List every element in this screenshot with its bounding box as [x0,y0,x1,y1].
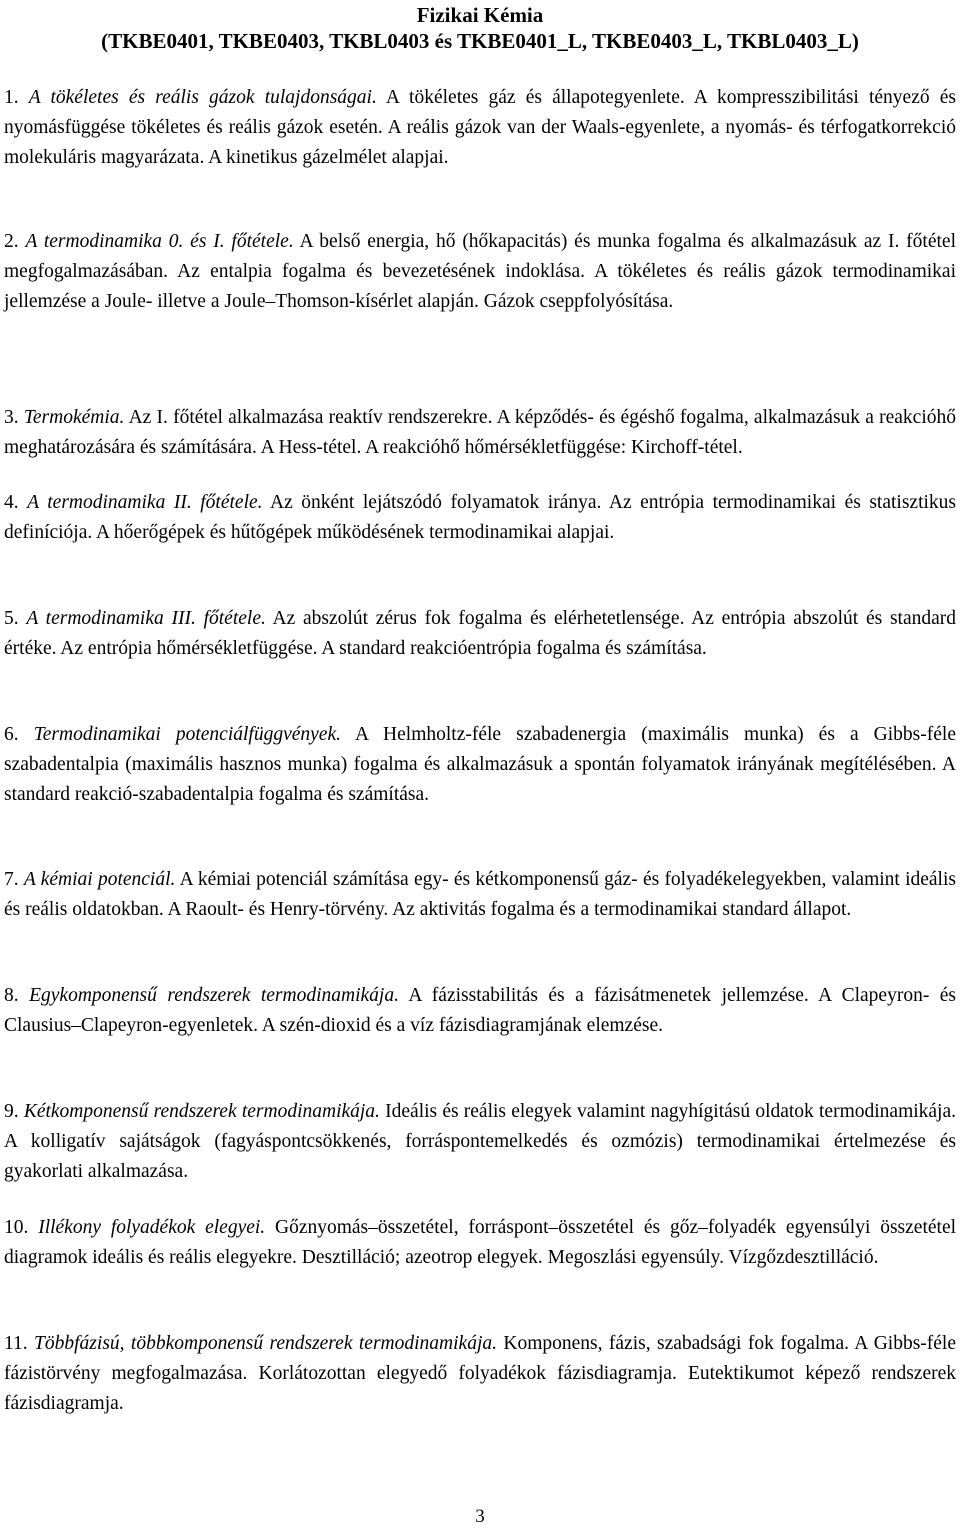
topic-title: A tökéletes és reális gázok tulajdonságai. [28,87,377,108]
topic-number: 1. [4,87,19,108]
topic-body: A kémiai potenciál számítása egy- és kétkomponensű gáz- és folyadékelegyekben, valamint ideális és reális oldatokban. A Raoult- és Henry-törvény. Az aktivitás fogalma és a termodinamikai standard állapot. [4,869,956,920]
topic-item-10 [4,1213,956,1273]
topic-number: 6. [4,724,19,745]
page-number: 3 [475,1506,485,1527]
document-header [4,0,956,54]
topic-title: A kémiai potenciál. [23,869,176,890]
topic-number: 8. [4,985,19,1006]
topic-body: A belső energia, hő (hőkapacitás) és munka fogalma és alkalmazásuk az I. főtétel megfogalmazásában. Az entalpia fogalma és bevezetésének indoklása. A tökéletes és reális gázok termodinamikai jellemzése a Joule- illetve a Joule–Thomson-kísérlet alapján. Gázok cseppfolyósítása. [4,231,956,312]
topic-item-11 [4,1329,956,1419]
topic-item-4 [4,488,956,548]
topic-body: A Helmholtz-féle szabadenergia (maximális munka) és a Gibbs-féle szabadentalpia (maximális hasznos munka) fogalma és alkalmazásuk a spontán folyamatok irányának megítélésében. A standard reakció-szabadentalpia fogalma és számítása. [4,724,956,805]
topic-body: Az I. főtétel alkalmazása reaktív rendszerekre. A képződés- és égéshő fogalma, alkalmazásuk a reakcióhő meghatározására és számítására. A Hess-tétel. A reakcióhő hőmérsékletfüggése: Kirchoff-tétel. [4,407,956,458]
topic-number: 5. [4,608,19,629]
topic-number: 2. [4,231,19,252]
topic-item-6 [4,720,956,810]
topic-body: Az abszolút zérus fok fogalma és elérhetetlensége. Az entrópia abszolút és standard értéke. Az entrópia hőmérsékletfüggése. A standard reakcióentrópia fogalma és számítása. [4,608,956,659]
topic-title: Kétkomponensű rendszerek termodinamikája. [23,1101,380,1122]
topic-number: 11. [4,1333,28,1354]
topic-title: Egykomponensű rendszerek termodinamikája. [29,985,399,1006]
topic-number: 3. [4,407,19,428]
course-title: Fizikai Kémia [416,3,544,27]
topic-body: Ideális és reális elegyek valamint nagyhígitású oldatok termodinamikája. A kolligatív sajátságok (fagyáspontcsökkenés, forráspontemelkedés és ozmózis) termodinamikai értelmezése és gyakorlati alkalmazása. [4,1101,957,1182]
course-codes: (TKBE0401, TKBE0403, TKBL0403 és TKBE0401_L, TKBE0403_L, TKBL0403_L) [101,29,859,53]
topic-item-8 [4,981,956,1041]
topic-title: Termodinamikai potenciálfüggvények. [33,724,341,745]
topic-title: Termokémia. [23,407,125,428]
topic-number: 4. [4,492,19,513]
topic-title: Többfázisú, többkomponensű rendszerek termodinamikája. [34,1333,497,1354]
topic-item-9 [4,1097,956,1187]
topic-body: Gőznyomás–összetétel, forráspont–összetétel és gőz–folyadék egyensúlyi összetétel diagramok ideális és reális elegyekre. Desztilláció; azeotrop elegyek. Megoszlási egyensúly. Vízgőzdesztilláció. [4,1217,957,1268]
topic-item-2 [4,227,956,317]
topic-number: 9. [4,1101,19,1122]
topic-item-7 [4,865,956,925]
topic-title: Illékony folyadékok elegyei. [38,1217,266,1238]
topic-item-3 [4,403,956,463]
topic-title: A termodinamika III. főtétele. [26,608,266,629]
topic-body: A tökéletes gáz és állapotegyenlete. A kompresszibilitási tényező és nyomásfüggése tökéletes és reális gázok esetén. A reális gázok van der Waals-egyenlete, a nyomás- és térfogatkorrekció molekuláris magyarázata. A kinetikus gázelmélet alapjai. [4,87,957,168]
topic-item-1 [4,83,956,173]
topic-item-5 [4,604,956,664]
topic-body: Komponens, fázis, szabadsági fok fogalma. A Gibbs-féle fázistörvény megfogalmazása. Korlátozottan elegyedő folyadékok fázisdiagramja. Eutektikumot képező rendszerek fázisdiagramja. [4,1333,956,1414]
topic-title: A termodinamika 0. és I. főtétele. [25,231,294,252]
topic-title: A termodinamika II. főtétele. [27,492,263,513]
topic-body: Az önként lejátszódó folyamatok iránya. Az entrópia termodinamikai és statisztikus definíciója. A hőerőgépek és hűtőgépek működésének termodinamikai alapjai. [4,492,957,543]
topic-number: 7. [4,869,19,890]
topic-number: 10. [4,1217,29,1238]
topic-body: A fázisstabilitás és a fázisátmenetek jellemzése. A Clapeyron- és Clausius–Clapeyron-egyenletek. A szén-dioxid és a víz fázisdiagramjának elemzése. [4,985,957,1036]
document-page [4,0,956,1537]
